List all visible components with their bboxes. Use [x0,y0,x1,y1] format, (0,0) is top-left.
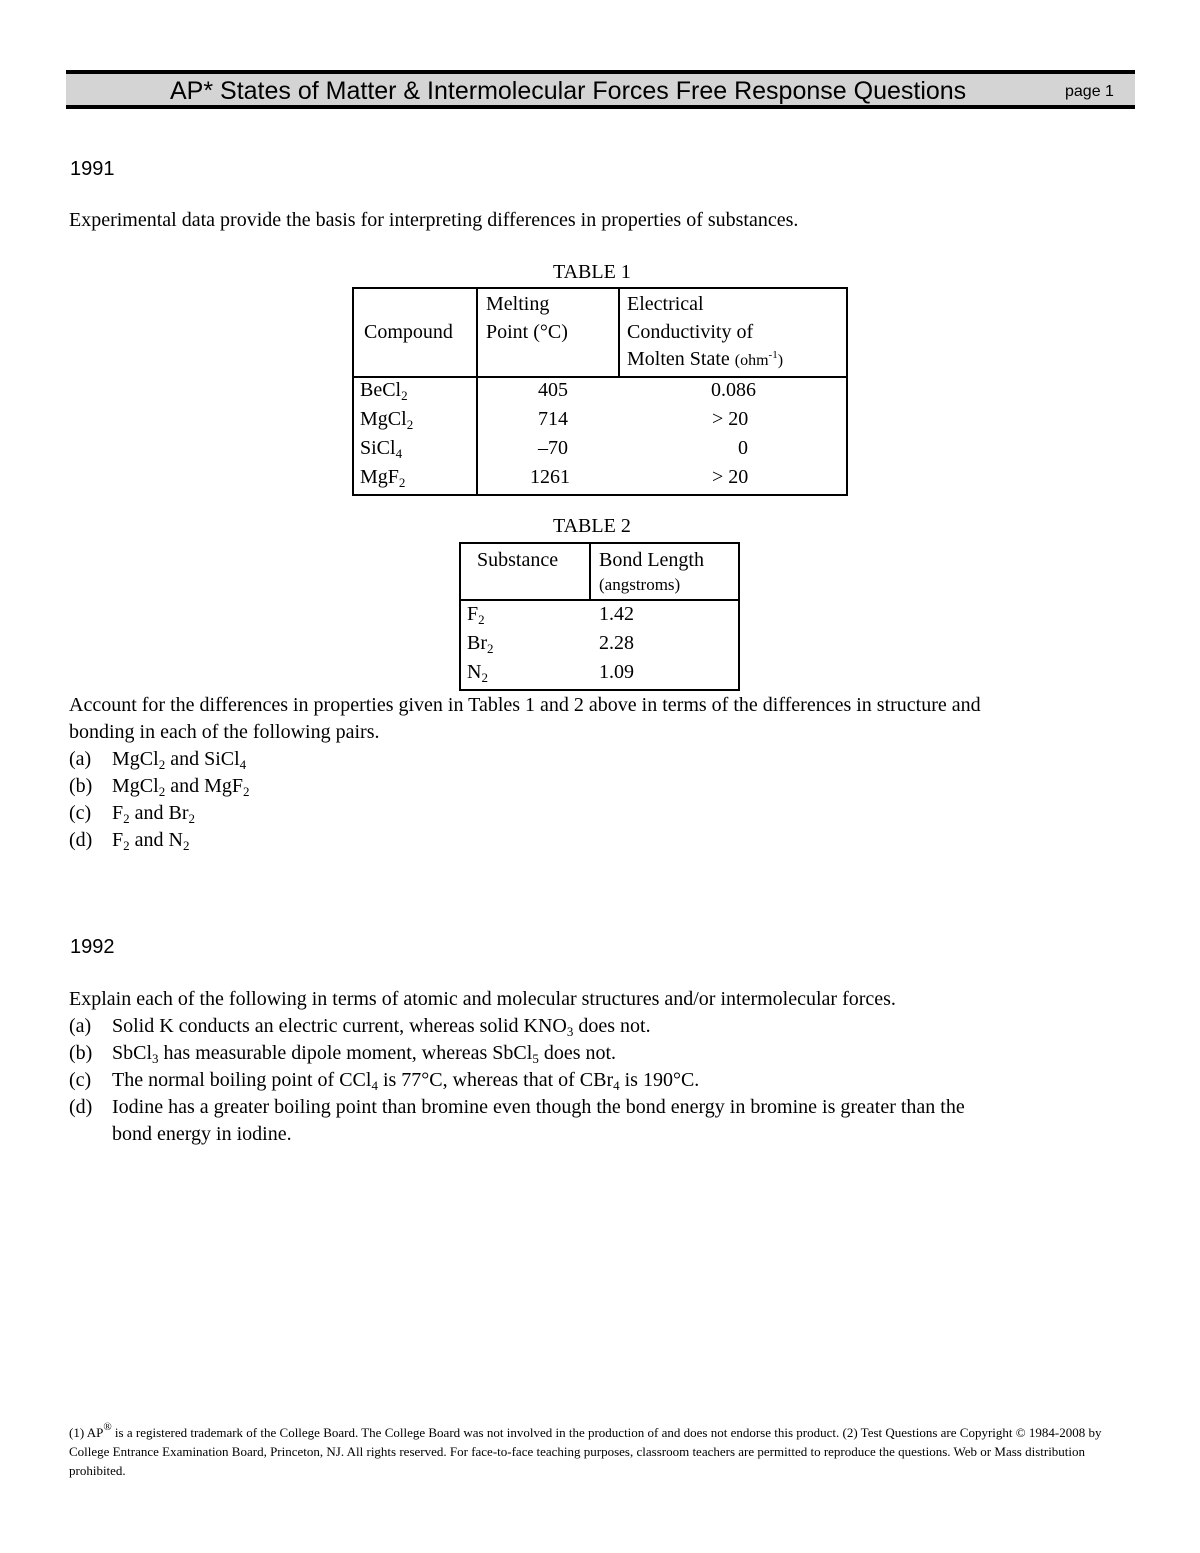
melting-point-cell: 1261 [530,466,570,488]
bond-length-cell: 1.09 [599,661,634,683]
table2-caption: TABLE 2 [553,515,631,537]
table-row [354,437,846,466]
table2-col-bond-length: Bond Length [599,549,704,571]
table1-caption: TABLE 1 [553,261,631,283]
conductivity-cell: 0 [738,437,748,459]
table1-col-compound: Compound [364,321,453,343]
table-row [354,466,846,495]
conductivity-cell: 0.086 [711,379,756,401]
table1-col-conductivity-1: Electrical [627,293,704,315]
table1-col-melting-unit: Point (°C) [486,321,568,343]
question-1991-intro: Experimental data provide the basis for interpreting differences in properties of substances. [69,209,799,231]
compound-cell: MgF$_2$ [360,466,406,490]
page-header [66,70,1135,109]
table1-header [354,289,846,378]
table-row [354,379,846,408]
table-row [354,408,846,437]
table1-divider-2 [618,289,620,376]
question-1991-prompt-line-1: Account for the differences in properties given in Tables 1 and 2 above in terms of the differences in structure and [69,694,981,716]
table-row [461,603,738,632]
melting-point-cell: –70 [538,437,568,459]
question-year-1991: 1991 [70,158,115,180]
question-year-1992: 1992 [70,936,115,958]
substance-cell: $Br_2$ [467,632,494,656]
compound-cell: MgCl$_2$ [360,408,414,432]
table1 [352,287,848,496]
table1-col-conductivity-2: Conductivity of [627,321,754,343]
bond-length-cell: 1.42 [599,603,634,625]
conductivity-cell: > 20 [712,466,749,488]
substance-cell: $F_2$ [467,603,485,627]
compound-cell: SiCl$_4$ [360,437,403,461]
page-number: page 1 [1065,83,1114,100]
table-row [461,632,738,661]
substance-cell: $N_2$ [467,661,488,685]
conductivity-cell: > 20 [712,408,749,430]
page-title: AP* States of Matter & Intermolecular Forces Free Response Questions [170,77,967,105]
table2-col-substance: Substance [477,549,559,571]
table2-header [461,544,738,601]
table1-col-melting: Melting [486,293,550,315]
compound-cell: BeCl$_2$ [360,379,408,403]
table-row [461,661,738,690]
question-1992-intro: Explain each of the following in terms of atomic and molecular structures and/or intermolecular forces. [69,988,896,1010]
melting-point-cell: 714 [538,408,568,430]
copyright-footer: (1) AP® is a registered trademark of the College Board. The College Board was not involved in the production of and does not endorse this product. (2) Test Questions are Copyright © 1984-2008 by College Entrance Examination Board, Princeton, NJ. All rights reserved. For face-to-face teaching purposes, classroom teachers are permitted to reproduce the questions. Web or Mass distribution prohibited. [69,1421,1102,1478]
table1-col-conductivity-3: Molten State (ohm$^{-1}$) [627,348,784,370]
melting-point-cell: 405 [538,379,568,401]
table2 [459,542,740,691]
bond-length-cell: 2.28 [599,632,634,654]
table2-divider [589,544,591,599]
table2-col-bond-unit: (angstroms) [599,575,681,594]
question-1991-prompt-line-2: bonding in each of the following pairs. [69,721,380,743]
